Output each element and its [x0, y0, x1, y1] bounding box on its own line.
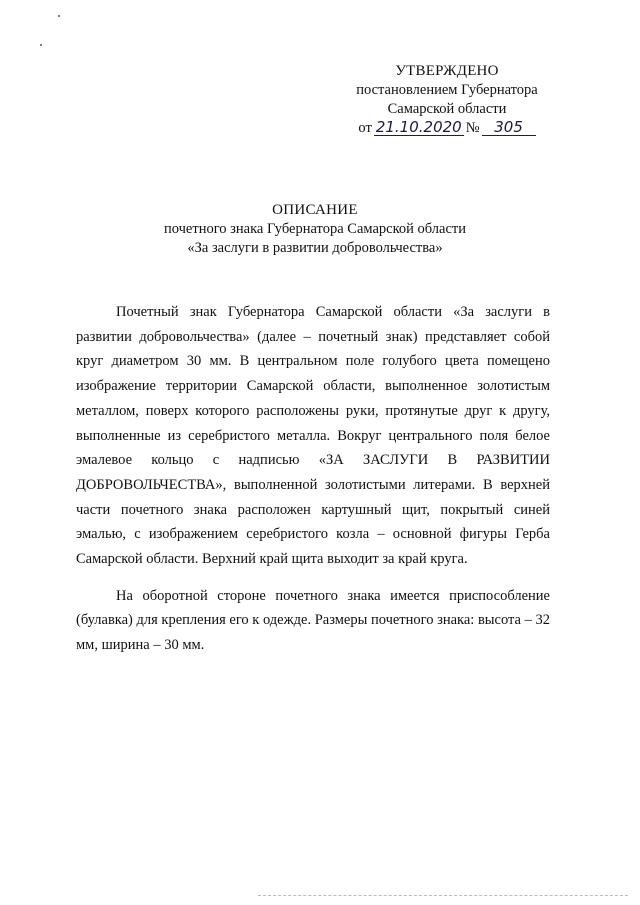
body-paragraph-description: Почетный знак Губернатора Самарской области «За заслуги в развитии добровольчества» (далее – почетный знак) представляет собой круг диаметром 30 мм. В центральном поле голубого цвета помещено изображение территории Самарской области, выполненное золотистым металлом, поверх которого расположены руки, протянутые друг к другу, выполненные из серебристого металла. Вокруг центрального поля белое эмалевое кольцо с надписью «ЗА ЗАСЛУГИ В РАЗВИТИИ ДОБРОВОЛЬЧЕСТВА», выполненной золотистыми литерами. В верхней части почетного знака расположен картушный щит, покрытый синей эмалью, с изображением серебристого козла – основной фигуры Герба Самарской области. Верхний край щита выходит за край круга. — [76, 304, 550, 568]
document-body — [76, 300, 550, 670]
approval-date-line — [340, 119, 554, 138]
scan-edge-line — [258, 895, 628, 896]
approval-stamp — [340, 62, 554, 138]
heading-award-name: «За заслуги в развитии добровольчества» — [187, 240, 443, 256]
approval-title: УТВЕРЖДЕНО — [395, 63, 499, 79]
date-prefix: от — [358, 120, 372, 136]
approval-line-decree: постановлением Губернатора — [356, 82, 538, 98]
handwritten-date: 21.10.2020 — [375, 118, 462, 136]
scan-speck — [58, 15, 60, 17]
body-paragraph-reverse-side: На оборотной стороне почетного знака имеется приспособление (булавка) для крепления его к одежде. Размеры почетного знака: высота – 32 мм, ширина – 30 мм. — [76, 587, 550, 654]
document-heading — [100, 201, 530, 258]
number-label: № — [465, 120, 480, 136]
handwritten-number: 305 — [482, 119, 536, 136]
approval-line-region: Самарской области — [387, 101, 507, 117]
heading-title: ОПИСАНИЕ — [272, 202, 358, 218]
scan-speck — [40, 44, 42, 46]
heading-subtitle: почетного знака Губернатора Самарской области — [164, 221, 466, 237]
